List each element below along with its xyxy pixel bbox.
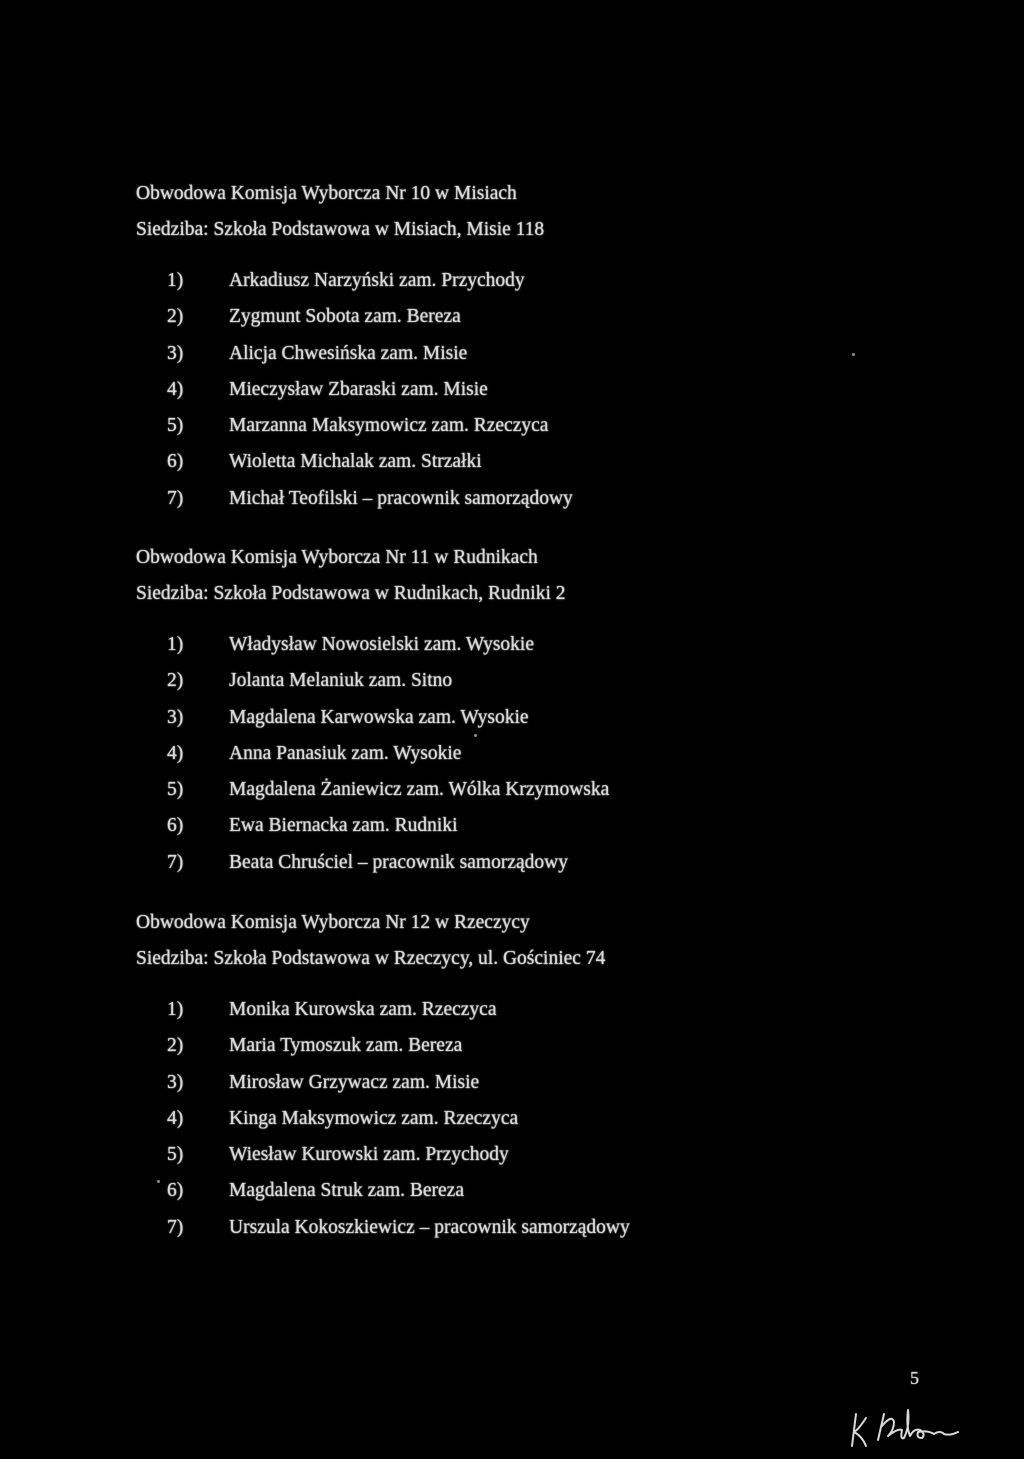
member-text: Magdalena Karwowska zam. Wysokie [229,706,529,728]
member-item [136,700,936,736]
commission-seat: Siedziba: Szkoła Podstawowa w Rudnikach, Rudniki 2 [136,583,566,604]
member-number: 5) [167,779,184,801]
member-text: Marzanna Maksymowicz zam. Rzeczyca [229,415,549,437]
member-item [136,336,936,372]
commission-seat: Siedziba: Szkoła Podstawowa w Rzeczycy, ul. Gościniec 74 [136,948,606,969]
member-number: 7) [167,487,184,509]
member-item [136,845,936,881]
member-item [136,444,936,480]
member-text: Kinga Maksymowicz zam. Rzeczyca [229,1107,519,1129]
member-number: 5) [167,415,184,437]
member-text: Mieczysław Zbaraski zam. Misie [229,378,488,400]
member-text: Wioletta Michalak zam. Strzałki [229,451,482,473]
member-number: 2) [167,306,184,328]
member-text: Alicja Chwesińska zam. Misie [229,342,468,364]
member-item [136,263,936,299]
member-number: 6) [167,451,184,473]
member-number: 3) [167,1071,184,1093]
member-number: 6) [167,815,184,837]
member-number: 1) [167,634,184,655]
commission-section-12 [136,905,936,1246]
member-item [136,808,936,844]
handwritten-signature [848,1400,966,1450]
member-number: 2) [167,1035,184,1057]
member-text: Magdalena Żaniewicz zam. Wólka Krzymowska [229,779,610,801]
member-text: Urszula Kokoszkiewicz – pracownik samorządowy [229,1216,630,1238]
member-item [136,1173,936,1209]
member-number: 3) [167,342,184,364]
member-text: Magdalena Struk zam. Bereza [229,1180,464,1202]
member-text: Michał Teofilski – pracownik samorządowy [229,487,573,509]
commission-section-10 [136,176,936,517]
scan-speck [852,353,855,356]
member-text: Władysław Nowosielski zam. Wysokie [229,634,534,655]
member-item [136,663,936,699]
member-item [136,772,936,808]
commission-title: Obwodowa Komisja Wyborcza Nr 12 w Rzeczycy [136,912,530,933]
member-item [136,1210,936,1246]
member-number: 7) [167,1216,184,1238]
member-text: Maria Tymoszuk zam. Bereza [229,1035,463,1057]
member-item [136,299,936,335]
member-number: 1) [167,270,184,291]
commission-title: Obwodowa Komisja Wyborcza Nr 11 w Rudnikach [136,547,538,568]
member-item [136,736,936,772]
member-number: 7) [167,851,184,873]
member-item [136,1065,936,1101]
member-item [136,1101,936,1137]
member-item [136,408,936,444]
member-text: Arkadiusz Narzyński zam. Przychody [229,270,525,291]
member-item [136,372,936,408]
member-number: 3) [167,706,184,728]
member-text: Monika Kurowska zam. Rzeczyca [229,999,497,1020]
member-text: Jolanta Melaniuk zam. Sitno [229,670,453,692]
member-number: 2) [167,670,184,692]
member-text: Ewa Biernacka zam. Rudniki [229,815,458,837]
commission-title: Obwodowa Komisja Wyborcza Nr 10 w Misiach [136,183,517,204]
member-number: 5) [167,1144,184,1166]
member-text: Beata Chruściel – pracownik samorządowy [229,851,568,873]
member-number: 4) [167,1107,184,1129]
member-text: Zygmunt Sobota zam. Bereza [229,306,461,328]
member-item [136,1028,936,1064]
member-number: 1) [167,999,184,1020]
scan-speck [157,1180,160,1183]
member-text: Anna Panasiuk zam. Wysokie [229,742,462,764]
member-list [136,263,936,517]
member-list [136,627,936,881]
commission-section-11 [136,540,936,881]
page-number: 5 [910,1368,919,1388]
member-number: 6) [167,1180,184,1202]
member-number: 4) [167,742,184,764]
member-item [136,1137,936,1173]
member-number: 4) [167,378,184,400]
member-item [136,481,936,517]
member-item [136,992,936,1028]
member-text: Wiesław Kurowski zam. Przychody [229,1144,509,1166]
scan-speck [474,734,477,737]
member-list [136,992,936,1246]
commission-seat: Siedziba: Szkoła Podstawowa w Misiach, Misie 118 [136,219,545,240]
member-text: Mirosław Grzywacz zam. Misie [229,1071,480,1093]
member-item [136,627,936,663]
